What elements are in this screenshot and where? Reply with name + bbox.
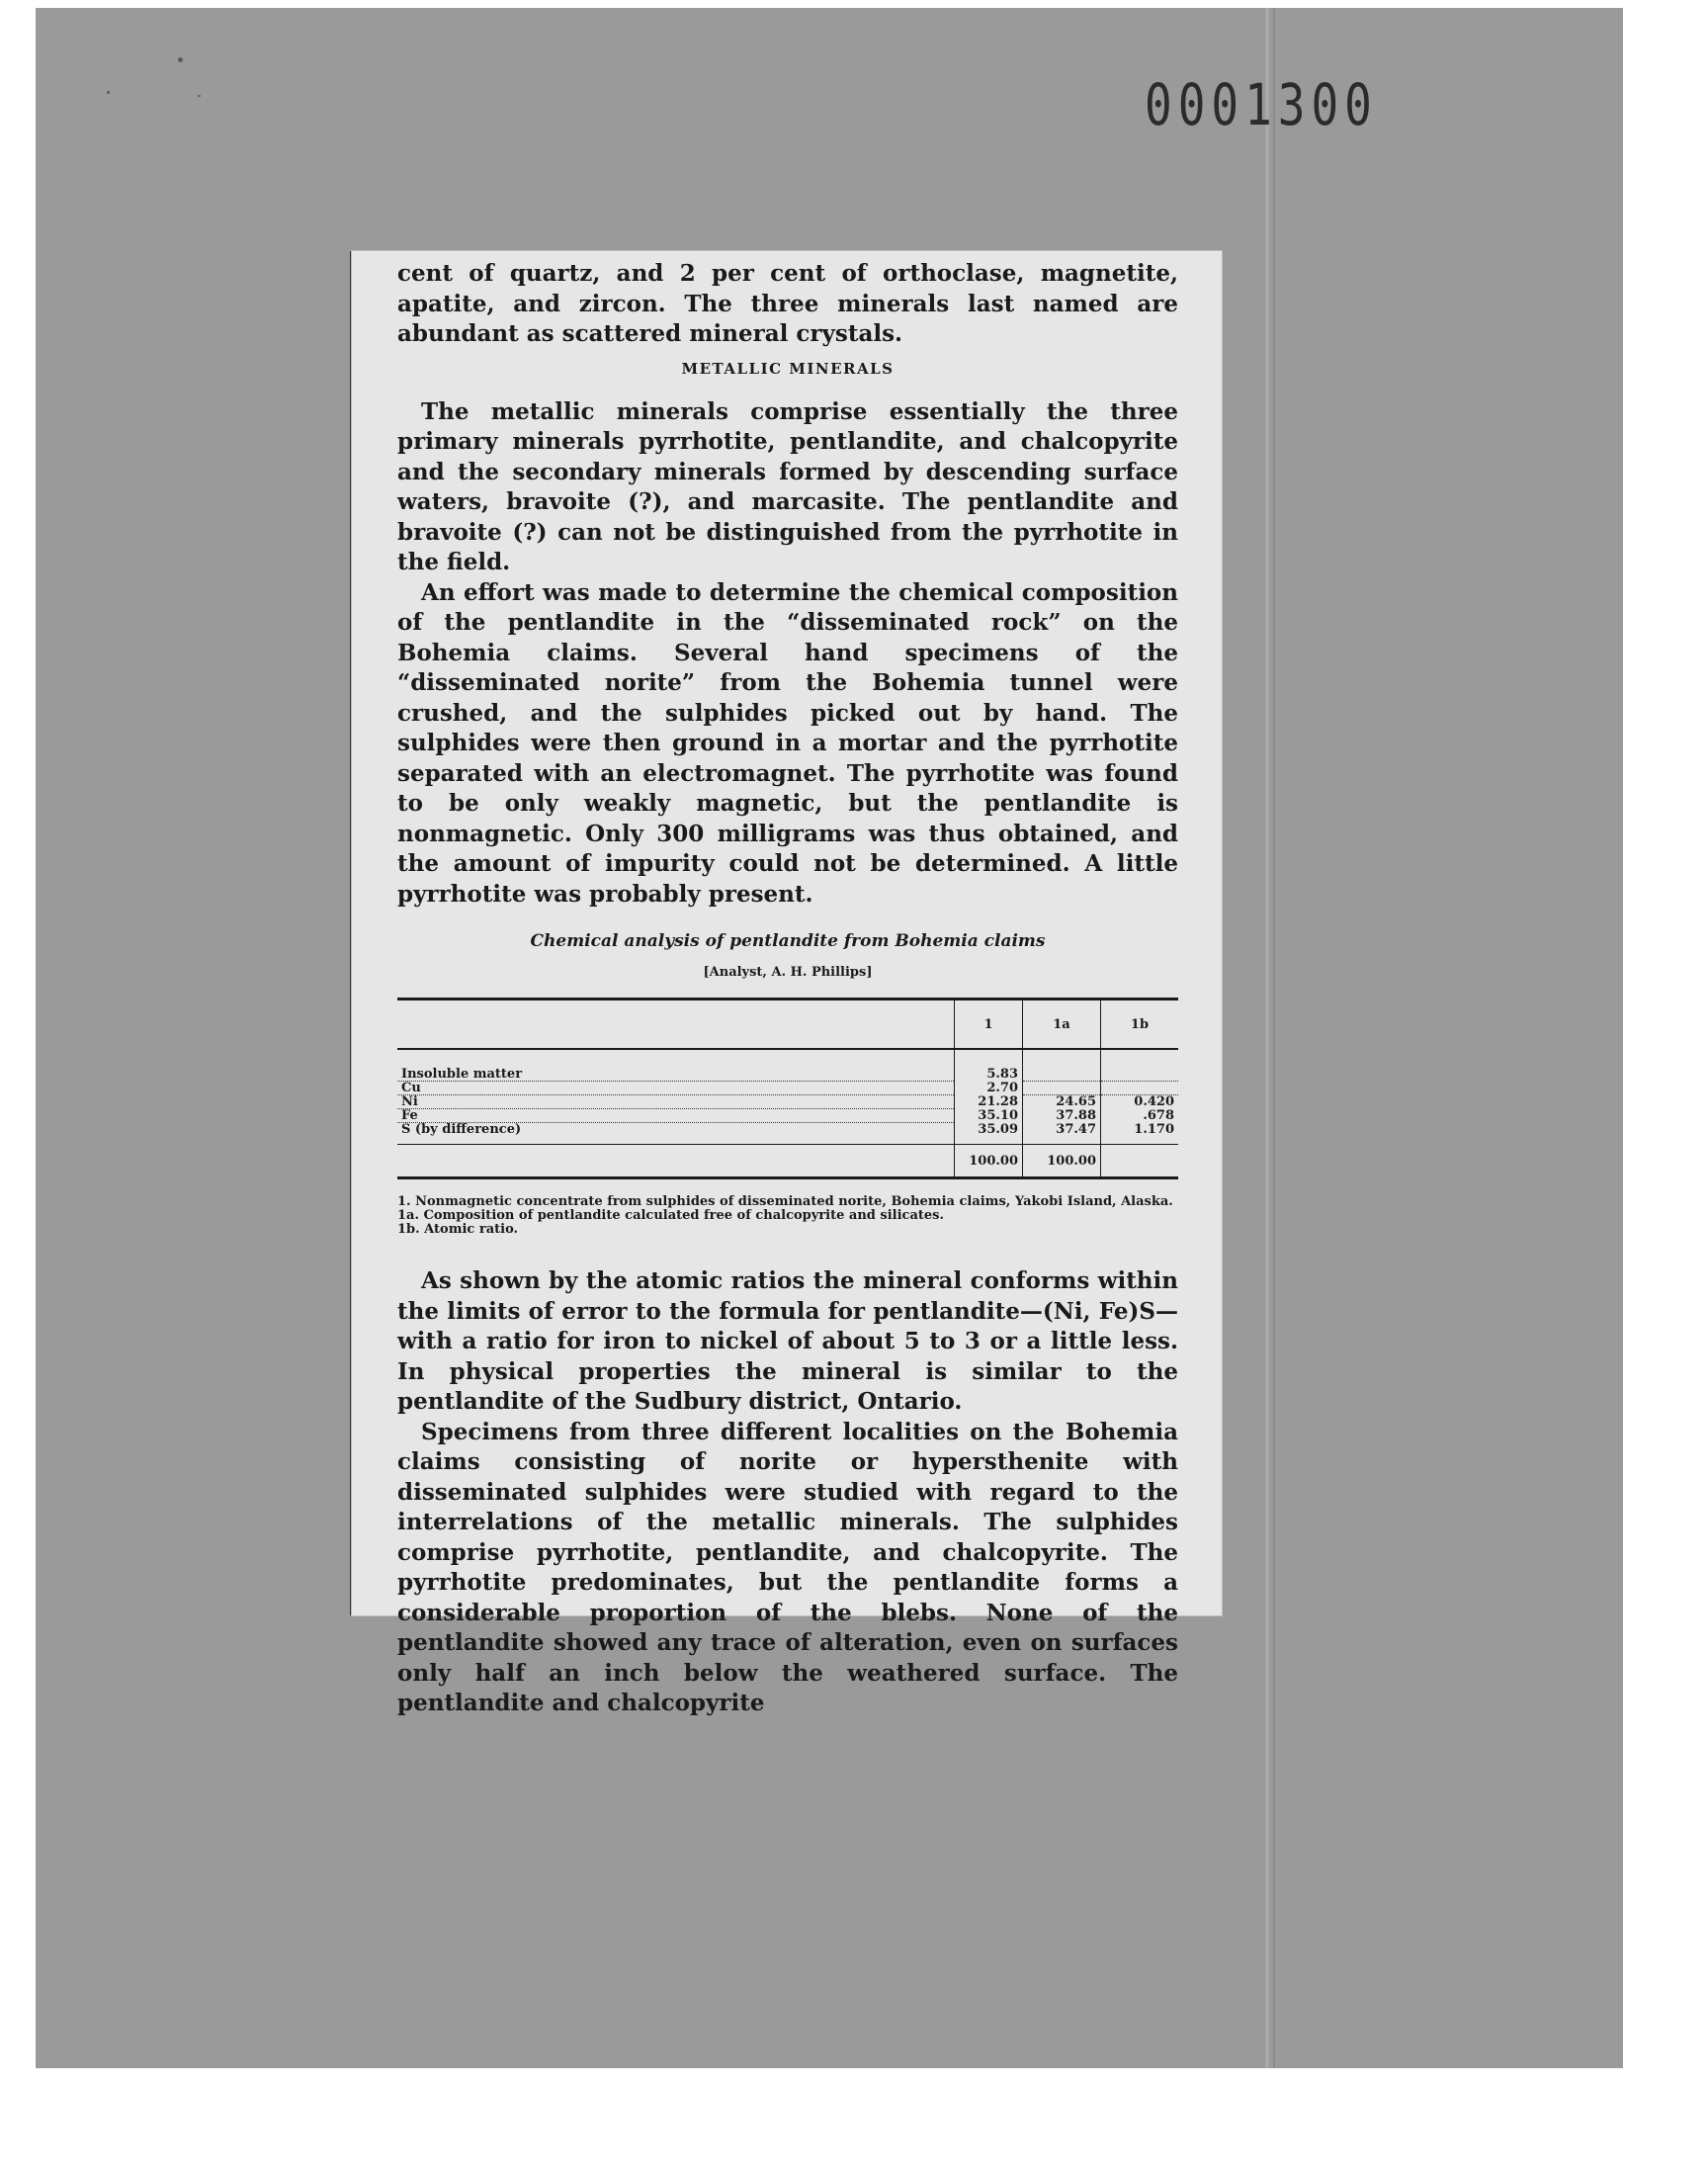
cell-value: 24.65: [1023, 1095, 1101, 1109]
paragraph-metallic-minerals: The metallic minerals comprise essentially the three primary minerals pyrrhotite, pentlandite, and chalcopyrite and the secondary minerals formed by descending surface waters, bravoite (?), and marcasite. The pentlandite and bravoite (?) can not be distinguished from the pyrrhotite in the field.: [397, 397, 1178, 575]
table-total-row: [397, 1145, 1178, 1178]
header-cell: [397, 1000, 955, 1050]
chemical-analysis-table: [397, 998, 1178, 1179]
board-fold-line: [1265, 8, 1269, 2068]
table-row: [397, 1123, 1178, 1145]
row-label: S (by difference): [397, 1123, 955, 1145]
row-label: Ni: [397, 1095, 955, 1109]
footnote: 1b. Atomic ratio.: [397, 1222, 519, 1237]
header-cell: 1b: [1101, 1000, 1179, 1050]
cell-value: 21.28: [955, 1095, 1023, 1109]
table-row: [397, 1082, 1178, 1095]
row-label: [397, 1145, 955, 1178]
analyst-note: [Analyst, A. H. Phillips]: [703, 965, 873, 980]
cell-value: 100.00: [1023, 1145, 1101, 1178]
table-header-row: [397, 1000, 1178, 1050]
cell-value: 35.09: [955, 1123, 1023, 1145]
table-row: [397, 1049, 1178, 1082]
cell-value: 0.420: [1101, 1095, 1179, 1109]
dust-speck: [178, 57, 183, 62]
cell-value: [1023, 1082, 1101, 1095]
paragraph-specimens: Specimens from three different localities on the Bohemia claims consisting of norite or hypersthenite with disseminated sulphides were studied with regard to the interrelations of the metallic minerals. The sulphides comprise pyrrhotite, pentlandite, and chalcopyrite. The pyrrhotite predominates, but the pentlandite forms a considerable proportion of the blebs. None of the pentlandite showed any trace of alteration, even on surfaces only half an inch below the weathered surface. The pentlandite and chalcopyrite: [397, 1418, 1178, 1716]
cell-value: [1023, 1049, 1101, 1082]
table-footnotes: [397, 1195, 1178, 1237]
archive-number-stamp: 0001300: [1145, 71, 1378, 138]
cell-value: 37.47: [1023, 1123, 1101, 1145]
row-label: Fe: [397, 1109, 955, 1123]
dust-speck: [198, 95, 201, 97]
cell-value: [1101, 1082, 1179, 1095]
cell-value: 37.88: [1023, 1109, 1101, 1123]
dust-speck: [107, 91, 110, 94]
board-fold-shadow: [1273, 8, 1275, 2068]
footnote: 1. Nonmagnetic concentrate from sulphides of disseminated norite, Bohemia claims, Yakobi Island, Alaska.: [397, 1194, 1173, 1209]
section-heading: METALLIC MINERALS: [681, 359, 895, 378]
footnote: 1a. Composition of pentlandite calculated free of chalcopyrite and silicates.: [397, 1208, 944, 1223]
cell-value: 35.10: [955, 1109, 1023, 1123]
row-label: Insoluble matter: [397, 1049, 955, 1082]
row-label: Cu: [397, 1082, 955, 1095]
paragraph-chemical-composition: An effort was made to determine the chemical composition of the pentlandite in the “disseminated rock” on the Bohemia claims. Several hand specimens of the “disseminated norite” from the Bohemia tunnel were crushed, and the sulphides picked out by hand. The sulphides were then ground in a mortar and the pyrrhotite separated with an electromagnet. The pyrrhotite was found to be only weakly magnetic, but the pentlandite is nonmagnetic. Only 300 milligrams was thus obtained, and the amount of impurity could not be determined. A little pyrrhotite was probably present.: [397, 578, 1178, 908]
cell-value: .678: [1101, 1109, 1179, 1123]
header-cell: 1: [955, 1000, 1023, 1050]
cell-value: 100.00: [955, 1145, 1023, 1178]
table-row: [397, 1109, 1178, 1123]
cell-value: [1101, 1145, 1179, 1178]
header-cell: 1a: [1023, 1000, 1101, 1050]
table-title: Chemical analysis of pentlandite from Bohemia claims: [530, 931, 1046, 951]
cell-value: 1.170: [1101, 1123, 1179, 1145]
cell-value: 2.70: [955, 1082, 1023, 1095]
cell-value: 5.83: [955, 1049, 1023, 1082]
cell-value: [1101, 1049, 1179, 1082]
table-row: [397, 1095, 1178, 1109]
intro-paragraph: cent of quartz, and 2 per cent of orthoclase, magnetite, apatite, and zircon. The three minerals last named are abundant as scattered mineral crystals.: [397, 260, 1178, 347]
page-content: [397, 259, 1178, 1719]
paragraph-atomic-ratios: As shown by the atomic ratios the mineral conforms within the limits of error to the formula for pentlandite—(Ni, Fe)S—with a ratio for iron to nickel of about 5 to 3 or a little less. In physical properties the mineral is similar to the pentlandite of the Sudbury district, Ontario.: [397, 1267, 1178, 1415]
document-page: [352, 251, 1222, 1716]
